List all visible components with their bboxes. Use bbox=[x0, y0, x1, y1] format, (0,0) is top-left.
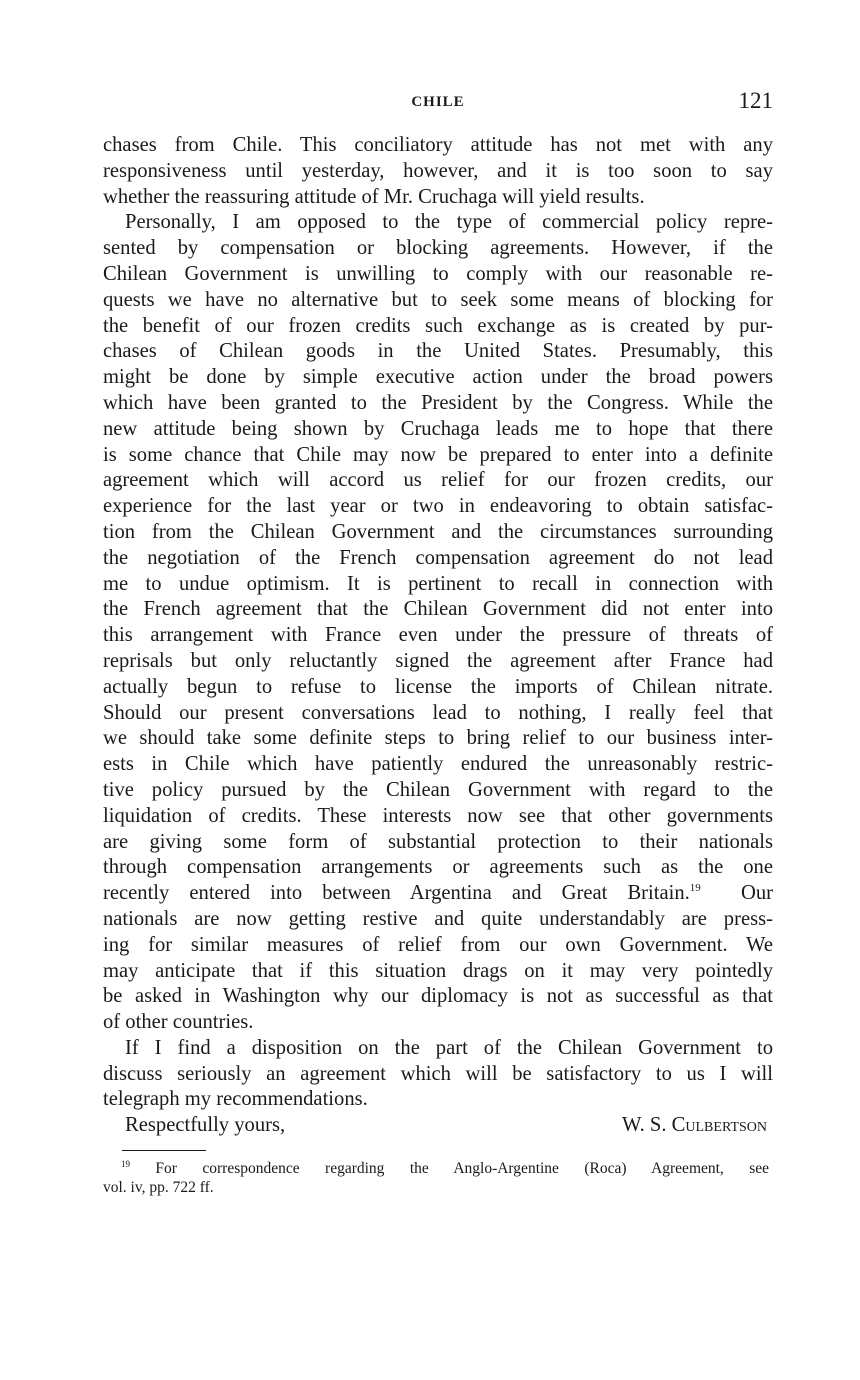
text-line: nationals are now getting restive and quite understandably are press- bbox=[103, 907, 773, 930]
text-line: new attitude being shown by Cruchaga leads me to hope that there bbox=[103, 417, 773, 440]
text-line: tive policy pursued by the Chilean Government with regard to the bbox=[103, 778, 773, 801]
text-line: the negotiation of the French compensation agreement do not lead bbox=[103, 546, 773, 569]
text-line: we should take some definite steps to bring relief to our business inter- bbox=[103, 727, 773, 750]
text-line: whether the reassuring attitude of Mr. Cruchaga will yield results. bbox=[103, 185, 645, 208]
text-line: this arrangement with France even under the pressure of threats of bbox=[103, 624, 773, 647]
text-line: experience for the last year or two in endeavoring to obtain satisfac- bbox=[103, 495, 773, 518]
text-line: Should our present conversations lead to nothing, I really feel that bbox=[103, 701, 773, 724]
text-line: may anticipate that if this situation drags on it may very pointedly bbox=[103, 959, 773, 982]
text-line: of other countries. bbox=[103, 1011, 254, 1034]
signature bbox=[622, 1113, 767, 1139]
text-line: ing for similar measures of relief from our own Government. We bbox=[103, 933, 773, 956]
text-line: discuss seriously an agreement which will be satisfactory to us I will bbox=[103, 1062, 773, 1085]
text-line: which have been granted to the President by the Congress. While the bbox=[103, 391, 773, 414]
text-line: agreement which will accord us relief for our frozen credits, our bbox=[103, 469, 773, 492]
text-line: the French agreement that the Chilean Government did not enter into bbox=[103, 598, 773, 621]
text-line: ests in Chile which have patiently endured the unreasonably restric- bbox=[103, 753, 773, 776]
signature-initials: W. S. bbox=[622, 1114, 667, 1137]
footnote-reference: 19 bbox=[689, 882, 701, 895]
text-line: If I find a disposition on the part of the Chilean Government to bbox=[125, 1036, 773, 1059]
text-line: reprisals but only reluctantly signed the agreement after France had bbox=[103, 649, 773, 672]
text-line: is some chance that Chile may now be prepared to enter into a definite bbox=[103, 443, 773, 466]
text-fragment: recently entered into between Argentina and Great Britain. bbox=[103, 882, 690, 905]
text-line: chases of Chilean goods in the United States. Presumably, this bbox=[103, 340, 773, 363]
footnote-line: vol. iv, pp. 722 ff. bbox=[103, 1179, 214, 1196]
footnote-line bbox=[103, 1159, 769, 1178]
text-line: through compensation arrangements or agreements such as the one bbox=[103, 856, 773, 879]
text-line: chases from Chile. This conciliatory attitude has not met with any bbox=[103, 134, 773, 156]
text-line: Chilean Government is unwilling to comply with our reasonable re- bbox=[103, 262, 773, 285]
text-line: the benefit of our frozen credits such exchange as is created by pur- bbox=[103, 314, 773, 337]
text-line: be asked in Washington why our diplomacy is not as successful as that bbox=[103, 985, 773, 1008]
text-line: responsiveness until yesterday, however, and it is too soon to say bbox=[103, 159, 773, 182]
text-fragment: Our bbox=[740, 882, 773, 905]
signoff bbox=[103, 1113, 773, 1139]
text-line: Personally, I am opposed to the type of commercial policy repre- bbox=[125, 211, 773, 234]
text-line: sented by compensation or blocking agreements. However, if the bbox=[103, 237, 773, 260]
footnote-text: For correspondence regarding the Anglo-Argentine (Roca) Agreement, see bbox=[155, 1160, 770, 1177]
text-line: telegraph my recommendations. bbox=[103, 1088, 368, 1111]
text-line: me to undue optimism. It is pertinent to recall in connection with bbox=[103, 572, 773, 595]
text-line: actually begun to refuse to license the imports of Chilean nitrate. bbox=[103, 675, 773, 698]
footnote-rule bbox=[122, 1150, 206, 1151]
running-title: CHILE bbox=[411, 94, 465, 110]
page-number: 121 bbox=[738, 88, 773, 113]
running-head bbox=[103, 88, 773, 118]
text-line: quests we have no alternative but to seek some means of blocking for bbox=[103, 288, 773, 311]
text-line: might be done by simple executive action under the broad powers bbox=[103, 366, 773, 389]
closing: Respectfully yours, bbox=[125, 1114, 286, 1137]
text-line: tion from the Chilean Government and the circumstances surrounding bbox=[103, 520, 773, 543]
text-line-with-footnote-ref bbox=[103, 881, 773, 907]
text-line: are giving some form of substantial protection to their nationals bbox=[103, 830, 773, 853]
text-line: liquidation of credits. These interests now see that other governments bbox=[103, 804, 773, 827]
footnote bbox=[103, 1159, 769, 1197]
body-text bbox=[103, 133, 773, 1139]
footnote-number: 19 bbox=[121, 1159, 130, 1169]
signature-surname: Culbertson bbox=[671, 1114, 767, 1137]
